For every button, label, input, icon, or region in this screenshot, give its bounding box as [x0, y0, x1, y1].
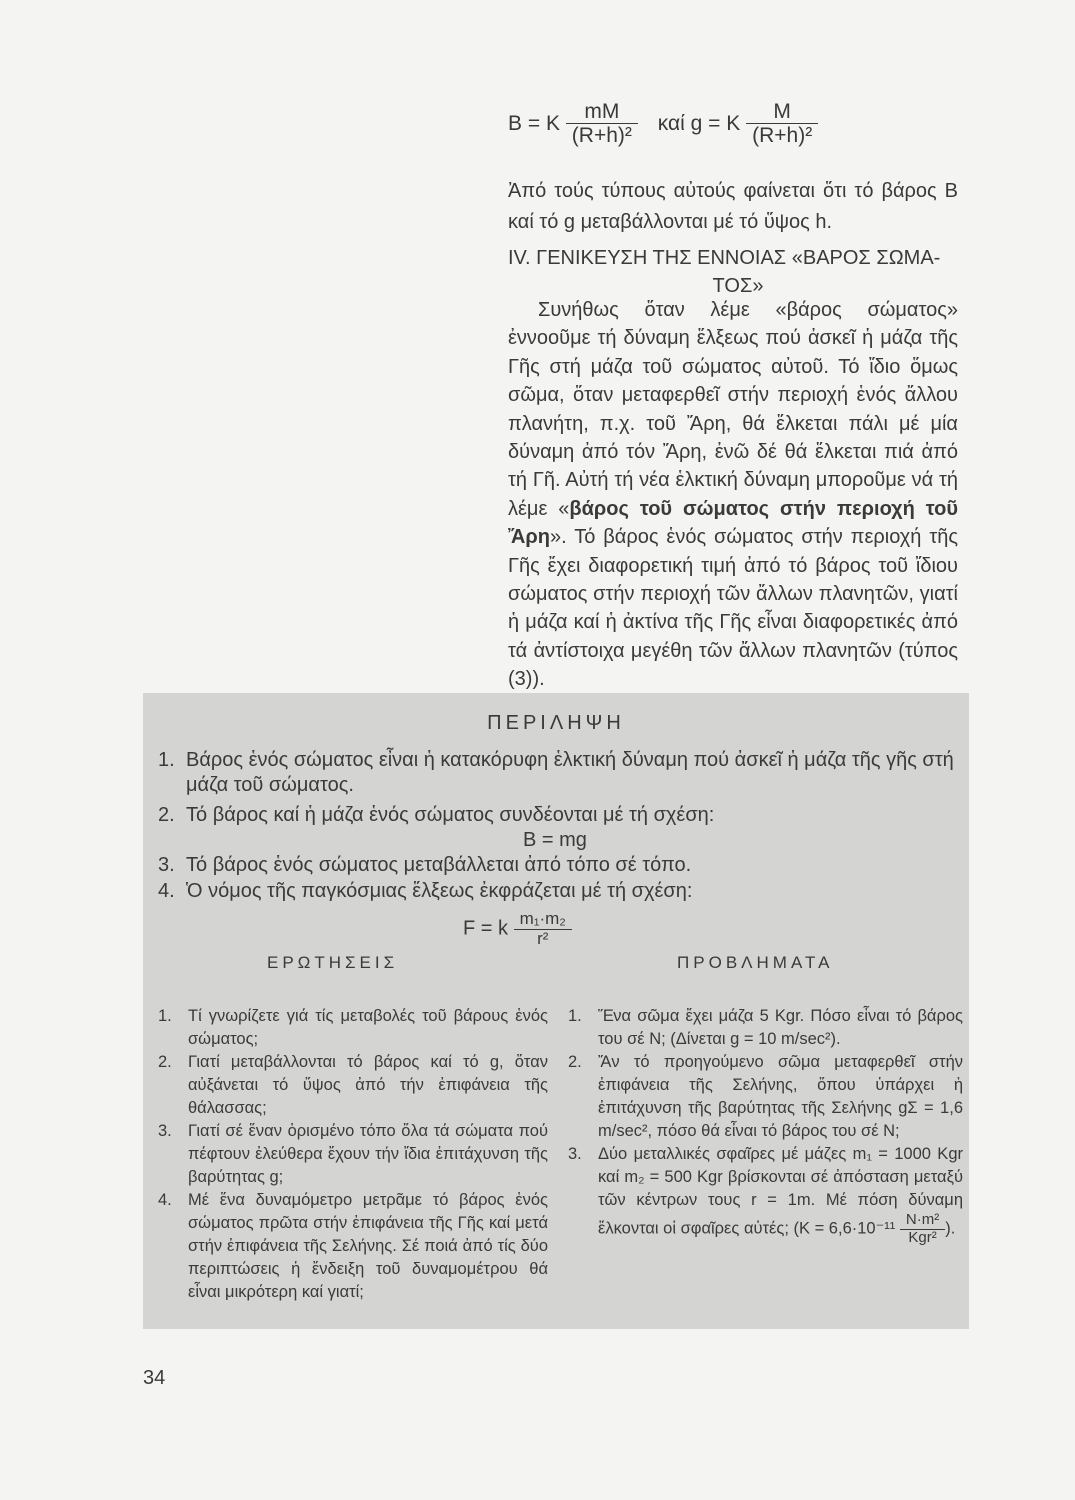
main-paragraph-text-2: ». Τό βάρος ἑνός σώματος στήν περιοχή τῆς Γῆς ἔχει διαφορετική τιμή ἀπό τό βάρος τοῦ ἴδιου σώματος στήν περιοχή τῶν ἄλλων πλανητῶν, γιατί ἡ μάζα καί ἡ ἀκτίνα τῆς Γῆς εἶναι διαφορετικές ἀπό τά ἀντίστοιχα μεγέθη τῶν ἄλλων πλανητῶν (τύπος (3)). [508, 526, 958, 691]
summary-title: ΠΕΡΙΛΗΨΗ [487, 712, 625, 734]
list-item [568, 1005, 963, 1051]
summary-item-text: Τό βάρος ἑνός σώματος μεταβάλλεται ἀπό τόπο σέ τόπο. [186, 854, 692, 876]
section-heading-line-2: ΤΟΣ» [712, 275, 764, 297]
list-item-number: 2. [568, 1053, 582, 1071]
section-heading [508, 244, 968, 300]
list-item-text: Δύο μεταλλικές σφαῖρες μέ μάζες m₁ = 1000 Kgr καί m₂ = 500 Kgr βρίσκονται σέ ἀπόσταση μεταξύ τῶν κέντρων τους r = 1m. Μέ πόση δύναμη ἕλκονται οἱ σφαῖρες αὐτές; (K = 6,6·10⁻¹¹ [598, 1145, 963, 1238]
summary-item-text: Τό βάρος καί ἡ μάζα ἑνός σώματος συνδέονται μέ τή σχέση: [186, 804, 715, 826]
fraction-denominator: Kgr² [908, 1228, 937, 1246]
list-item [158, 1005, 548, 1051]
gravity-formula-fraction [514, 910, 572, 948]
summary-item-number: 1. [158, 749, 175, 771]
list-item [158, 1051, 548, 1120]
problem-3-fraction [900, 1212, 945, 1246]
list-item-text: Τί γνωρίζετε γιά τίς μεταβολές τοῦ βάρους ἑνός σώματος; [188, 1007, 548, 1048]
problem-3-end: ). [945, 1219, 956, 1238]
summary-item [158, 803, 963, 828]
list-item-number: 3. [568, 1145, 582, 1163]
fraction-numerator: M [746, 100, 818, 124]
questions-list [158, 1005, 548, 1304]
intro-paragraph: Ἀπό τούς τύπους αὐτούς φαίνεται ὅτι τό βάρος Β καί τό g μεταβάλλονται μέ τό ὕψος h. [508, 180, 958, 233]
list-item-number: 1. [568, 1007, 582, 1025]
list-item-text: Μέ ἕνα δυναμόμετρο μετρᾶμε τό βάρος ἑνός σώματος πρῶτα στήν ἐπιφάνεια τῆς Γῆς καί μετά στήν ἐπιφάνεια τῆς Σελήνης. Σέ ποιά ἀπό τίς δύο περιπτώσεις ἡ ἔνδειξη τοῦ δυναμομέτρου θά εἶναι μικρότερη καί γιατί; [188, 1191, 548, 1301]
section-heading-line-1: IV. ΓΕΝΙΚΕΥΣΗ ΤΗΣ ΕΝΝΟΙΑΣ «ΒΑΡΟΣ ΣΩΜΑ- [508, 247, 941, 269]
summary-item [158, 879, 963, 904]
formula-lhs: B = K [508, 111, 560, 135]
list-item [158, 1189, 548, 1304]
summary-item-text: Ὁ νόμος τῆς παγκόσμιας ἕλξεως ἐκφράζεται μέ τή σχέση: [186, 880, 693, 902]
list-item-text: Ἄν τό προηγούμενο σῶμα μεταφερθεῖ στήν ἐπιφάνεια τῆς Σελήνης, ὅπου ὑπάρχει ἡ ἐπιτάχυνση τῆς βαρύτητας τῆς Σελήνης gΣ = 1,6 m/sec², πόσο θά εἶναι τό βάρος του σέ N; [598, 1053, 963, 1140]
summary-item-number: 4. [158, 880, 175, 902]
summary-item [158, 853, 963, 878]
fraction-denominator: (R+h)² [571, 124, 632, 148]
list-item-text: Ἕνα σῶμα ἔχει μάζα 5 Kgr. Πόσο εἶναι τό βάρος του σέ N; (Δίνεται g = 10 m/sec²). [598, 1007, 963, 1048]
list-item-text: Γιατί σέ ἕναν ὁρισμένο τόπο ὅλα τά σώματα πού πέφτουν ἐλεύθερα ἔχουν τήν ἴδια ἐπιτάχυνση τῆς βαρύτητας g; [188, 1122, 548, 1186]
list-item-text: Γιατί μεταβάλλονται τό βάρος καί τό g, ὅταν αὐξάνεται τό ὕψος ἀπό τήν ἐπιφάνεια τῆς θάλασσας; [188, 1053, 548, 1117]
list-item-number: 1. [158, 1007, 172, 1025]
summary-weight-formula: B = mg [523, 829, 587, 851]
formula-fraction-1 [566, 100, 638, 147]
summary-item-number: 2. [158, 804, 175, 826]
list-item [568, 1051, 963, 1143]
gravity-weight-formula [508, 100, 818, 147]
summary-item [158, 748, 963, 798]
list-item-number: 2. [158, 1053, 172, 1071]
gravity-formula-lhs: F = k [463, 917, 509, 940]
fraction-denominator: r² [537, 928, 549, 948]
list-item [158, 1120, 548, 1189]
list-item [568, 1143, 963, 1246]
formula-fraction-2 [746, 100, 818, 147]
summary-item-text: Βάρος ἑνός σώματος εἶναι ἡ κατακόρυφη ἑλκτική δύναμη πού ἀσκεῖ ἡ μάζα τῆς γῆς στή μάζα τοῦ σώματος. [186, 749, 954, 796]
fraction-numerator: m₁·m₂ [514, 910, 572, 930]
questions-title: ΕΡΩΤΗΣΕΙΣ [267, 953, 399, 972]
problems-list [568, 1005, 963, 1246]
fraction-numerator: N·m² [900, 1212, 945, 1230]
main-paragraph-text-1: Συνήθως ὅταν λέμε «βάρος σώματος» ἐννοοῦμε τή δύναμη ἕλξεως πού ἀσκεῖ ἡ μάζα τῆς Γῆς στή μάζα τοῦ σώματος αὐτοῦ. Τό ἴδιο ὅμως σῶμα, ὅταν μεταφερθεῖ στήν περιοχή ἑνός ἄλλου πλανήτη, π.χ. τοῦ Ἄρη, θά ἕλκεται πάλι μέ μία δύναμη ἀπό τόν Ἄρη, ἐνῶ δέ θά ἕλκεται πιά ἀπό τή Γῆ. Αὐτή τή νέα ἑλκτική δύναμη μποροῦμε νά τή λέμε « [508, 299, 958, 520]
list-item-number: 3. [158, 1122, 172, 1140]
main-paragraph-bold: βάρος τοῦ σώματος στήν περιοχή τοῦ Ἄρη [508, 497, 958, 549]
formula-middle: καί g = K [657, 111, 741, 135]
fraction-denominator: (R+h)² [752, 124, 813, 148]
page-number: 34 [143, 1367, 166, 1389]
main-paragraph [508, 296, 958, 694]
list-item-number: 4. [158, 1191, 172, 1209]
summary-gravity-formula [463, 910, 572, 948]
problems-title: ΠΡΟΒΛΗΜΑΤΑ [677, 953, 834, 972]
summary-item-number: 3. [158, 854, 175, 876]
fraction-numerator: mM [566, 100, 638, 124]
